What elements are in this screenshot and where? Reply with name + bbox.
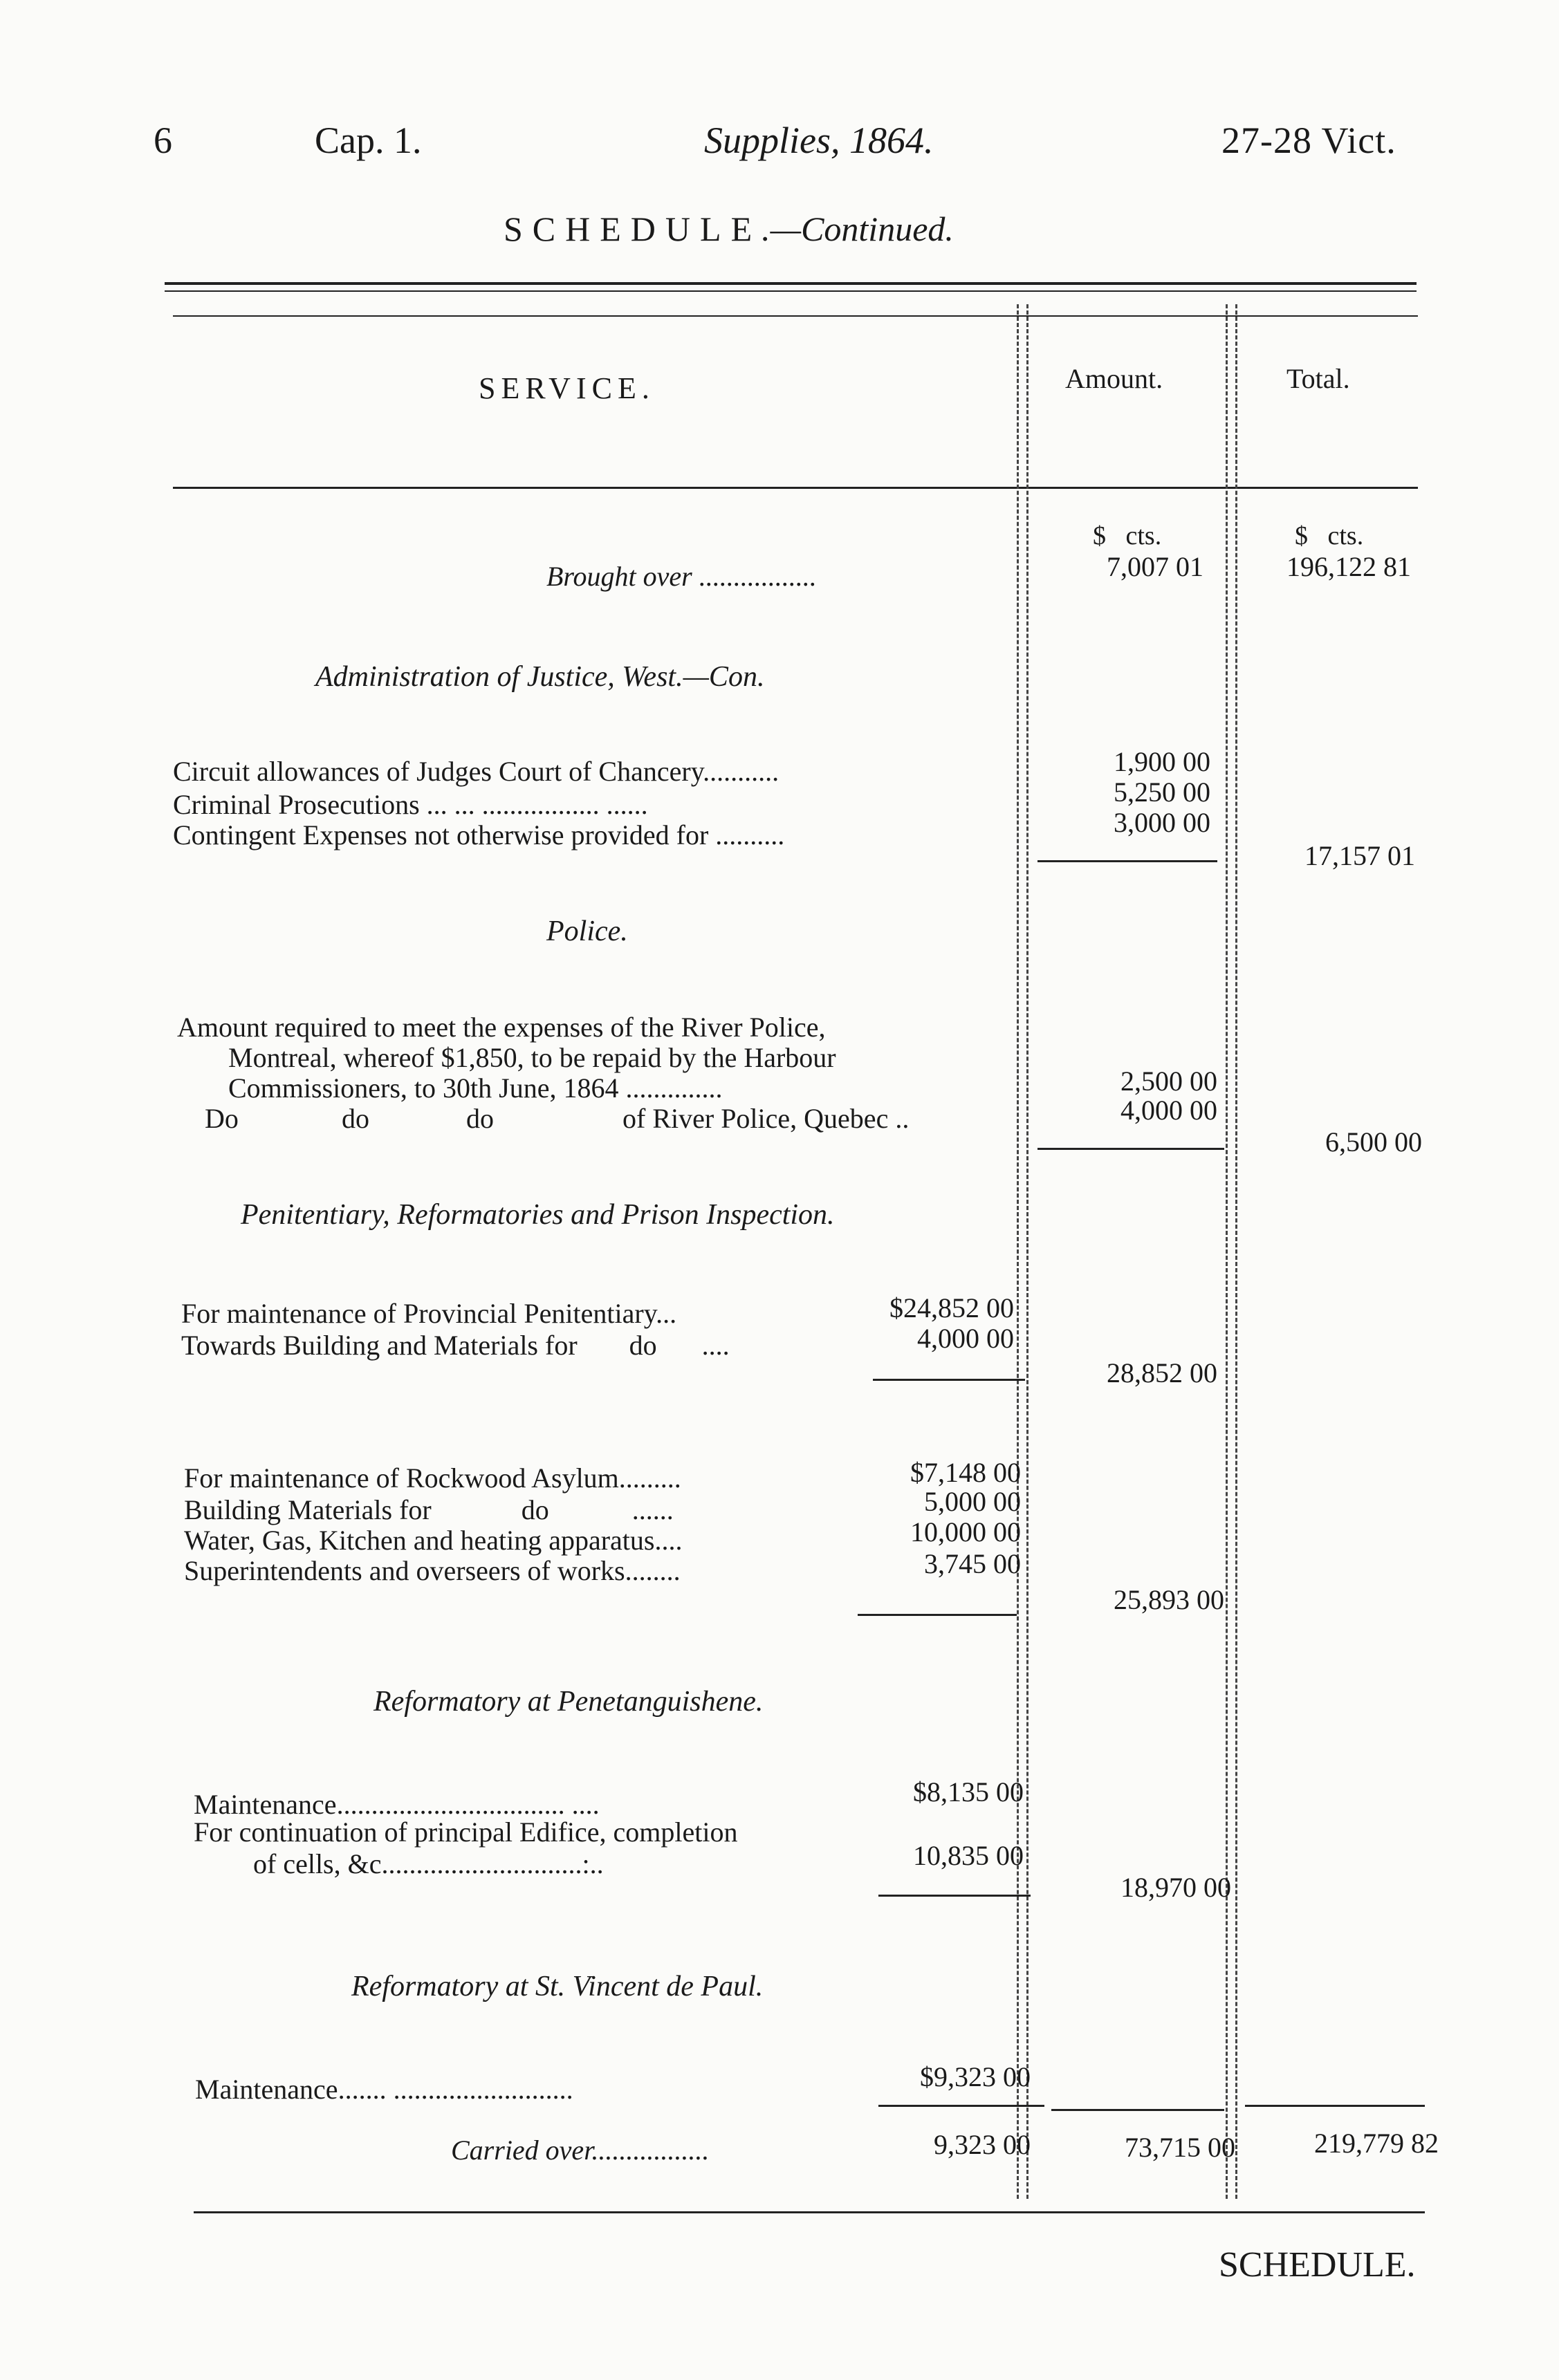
- penitentiary-item1-label: For maintenance of Provincial Penitentiary: [181, 1298, 656, 1329]
- footer-catchword: SCHEDULE.: [1219, 2245, 1416, 2285]
- admin-item-criminal-amount: 5,250 00: [1114, 777, 1210, 808]
- brought-over-label: Brought over .................: [546, 561, 817, 592]
- service-column-header: SERVICE.: [479, 371, 655, 405]
- total-column-header: Total.: [1286, 363, 1350, 394]
- penetanguishene-item1: Maintenance................................. ....: [194, 1789, 600, 1820]
- penitentiary-subrule: [873, 1379, 1025, 1381]
- admin-item-circuit: Circuit allowances of Judges Court of Chancery...........: [173, 756, 780, 787]
- rockwood-item3-sub: 10,000 00: [910, 1516, 1021, 1547]
- police-item2: of River Police, Quebec ..: [622, 1103, 910, 1134]
- penitentiary-item2-do: do: [629, 1330, 657, 1361]
- st-vincent-item: Maintenance....... ..........................: [195, 2074, 573, 2105]
- admin-subtotal-rule: [1037, 860, 1217, 862]
- admin-item-circuit-amount: 1,900 00: [1114, 746, 1210, 777]
- penetanguishene-subrule: [878, 1895, 1031, 1897]
- rockwood-item1-sub: $7,148 00: [910, 1457, 1021, 1488]
- penetanguishene-item1-label: Maintenance: [194, 1789, 337, 1820]
- carried-over-text: Carried over: [451, 2135, 592, 2166]
- header-bottom-rule: [173, 487, 1418, 489]
- penitentiary-item2: Towards Building and Materials for do ....: [181, 1330, 730, 1361]
- carried-amount-rule: [1051, 2109, 1224, 2111]
- police-item1-amount: 2,500 00: [1120, 1066, 1217, 1097]
- st-vincent-subrule: [878, 2105, 1044, 2107]
- police-item1-line2: Montreal, whereof $1,850, to be repaid by the Harbour: [228, 1042, 836, 1073]
- header-top-rule: [173, 315, 1418, 317]
- penitentiary-item1: For maintenance of Provincial Penitentiary...: [181, 1298, 677, 1329]
- rockwood-item1-label: For maintenance of Rockwood Asylum: [184, 1462, 619, 1494]
- amount-column-header: Amount.: [1065, 363, 1163, 394]
- schedule-title: [504, 212, 954, 246]
- penitentiary-heading: Penitentiary, Reformatories and Prison Inspection.: [241, 1199, 835, 1231]
- admin-item-contingent: Contingent Expenses not otherwise provided for ..........: [173, 819, 785, 850]
- admin-item-circuit-label: Circuit allowances of Judges Court of Chancery: [173, 756, 703, 787]
- brought-over-total: 196,122 81: [1286, 551, 1411, 582]
- police-item1-line1: Amount required to meet the expenses of the River Police,: [177, 1012, 826, 1043]
- rockwood-item3: Water, Gas, Kitchen and heating apparatus....: [184, 1525, 683, 1556]
- schedule-title-suffix: .—Continued.: [762, 210, 954, 248]
- penetanguishene-item2-line2-text: of cells, &c: [253, 1848, 382, 1879]
- column-divider-1b: [1026, 304, 1028, 2199]
- admin-justice-heading: Administration of Justice, West.—Con.: [315, 661, 765, 693]
- brought-over-text: Brought over: [546, 561, 692, 592]
- admin-total: 17,157 01: [1304, 840, 1415, 871]
- rockwood-item4-label: Superintendents and overseers of works: [184, 1555, 625, 1586]
- chapter-label: Cap. 1.: [315, 120, 422, 161]
- total-units: $ cts.: [1295, 521, 1364, 550]
- top-rule: [165, 282, 1417, 285]
- carried-over-amount: 73,715 00: [1125, 2132, 1235, 2163]
- police-item2-label: of River Police, Quebec: [622, 1103, 889, 1134]
- admin-item-criminal-label: Criminal Prosecutions: [173, 789, 420, 820]
- carried-over-total: 219,779 82: [1314, 2128, 1439, 2159]
- column-divider-2b: [1235, 304, 1237, 2199]
- st-vincent-heading: Reformatory at St. Vincent de Paul.: [351, 1971, 764, 2002]
- brought-over-amount: 7,007 01: [1107, 551, 1203, 582]
- penetanguishene-item1-sub: $8,135 00: [913, 1776, 1024, 1807]
- column-divider-2a: [1226, 304, 1228, 2199]
- police-item2-do2: do: [342, 1103, 369, 1134]
- running-title: Supplies, 1864.: [704, 120, 934, 161]
- police-item2-do1: Do: [205, 1103, 239, 1134]
- column-divider-1a: [1017, 304, 1019, 2199]
- police-subtotal-rule: [1037, 1148, 1224, 1150]
- police-item2-amount: 4,000 00: [1120, 1095, 1217, 1126]
- carried-over-sub: 9,323 00: [934, 2129, 1031, 2160]
- rockwood-item1: For maintenance of Rockwood Asylum.........: [184, 1462, 681, 1494]
- bottom-rule: [194, 2211, 1425, 2213]
- police-item2-do3: do: [466, 1103, 494, 1134]
- amount-units: $ cts.: [1093, 521, 1162, 550]
- st-vincent-item-label: Maintenance: [195, 2074, 338, 2105]
- rockwood-item4-sub: 3,745 00: [924, 1548, 1021, 1579]
- penetanguishene-amount: 18,970 00: [1120, 1872, 1231, 1903]
- police-heading: Police.: [546, 915, 628, 947]
- penitentiary-item2-label: Towards Building and Materials for: [181, 1330, 578, 1361]
- rockwood-item4: Superintendents and overseers of works........: [184, 1555, 681, 1586]
- schedule-title-main: SCHEDULE: [504, 210, 762, 248]
- regnal-year: 27-28 Vict.: [1221, 120, 1396, 161]
- admin-item-contingent-amount: 3,000 00: [1114, 807, 1210, 838]
- penetanguishene-item2-sub: 10,835 00: [913, 1840, 1024, 1871]
- penitentiary-item2-sub: 4,000 00: [917, 1323, 1014, 1354]
- admin-item-criminal: Criminal Prosecutions ... ... ................. ......: [173, 789, 648, 820]
- penitentiary-item1-sub: $24,852 00: [889, 1292, 1014, 1323]
- police-total: 6,500 00: [1325, 1126, 1422, 1158]
- rockwood-item2-label: Building Materials for: [184, 1494, 432, 1525]
- rockwood-item3-label: Water, Gas, Kitchen and heating apparatus: [184, 1525, 655, 1556]
- rockwood-subrule: [858, 1614, 1017, 1616]
- top-rule-thin: [165, 290, 1417, 292]
- carried-over-label: Carried over.................: [451, 2135, 710, 2166]
- police-item1-line3: Commissioners, to 30th June, 1864 ..............: [228, 1072, 723, 1104]
- penetanguishene-item2-line2: of cells, &c.............................:..: [253, 1848, 604, 1879]
- admin-item-contingent-label: Contingent Expenses not otherwise provided for: [173, 819, 709, 850]
- rockwood-item2-do: do: [521, 1494, 549, 1525]
- penetanguishene-heading: Reformatory at Penetanguishene.: [373, 1686, 764, 1718]
- rockwood-item2: Building Materials for do ......: [184, 1494, 674, 1525]
- rockwood-item2-sub: 5,000 00: [924, 1486, 1021, 1517]
- st-vincent-item-sub: $9,323 00: [920, 2061, 1031, 2092]
- police-item1-line3-text: Commissioners, to 30th June, 1864: [228, 1072, 619, 1104]
- penitentiary-amount: 28,852 00: [1107, 1357, 1217, 1388]
- page-number: 6: [154, 120, 172, 161]
- carried-total-rule: [1245, 2105, 1425, 2107]
- rockwood-amount: 25,893 00: [1114, 1584, 1224, 1615]
- penetanguishene-item2-line1: For continuation of principal Edifice, completion: [194, 1816, 738, 1848]
